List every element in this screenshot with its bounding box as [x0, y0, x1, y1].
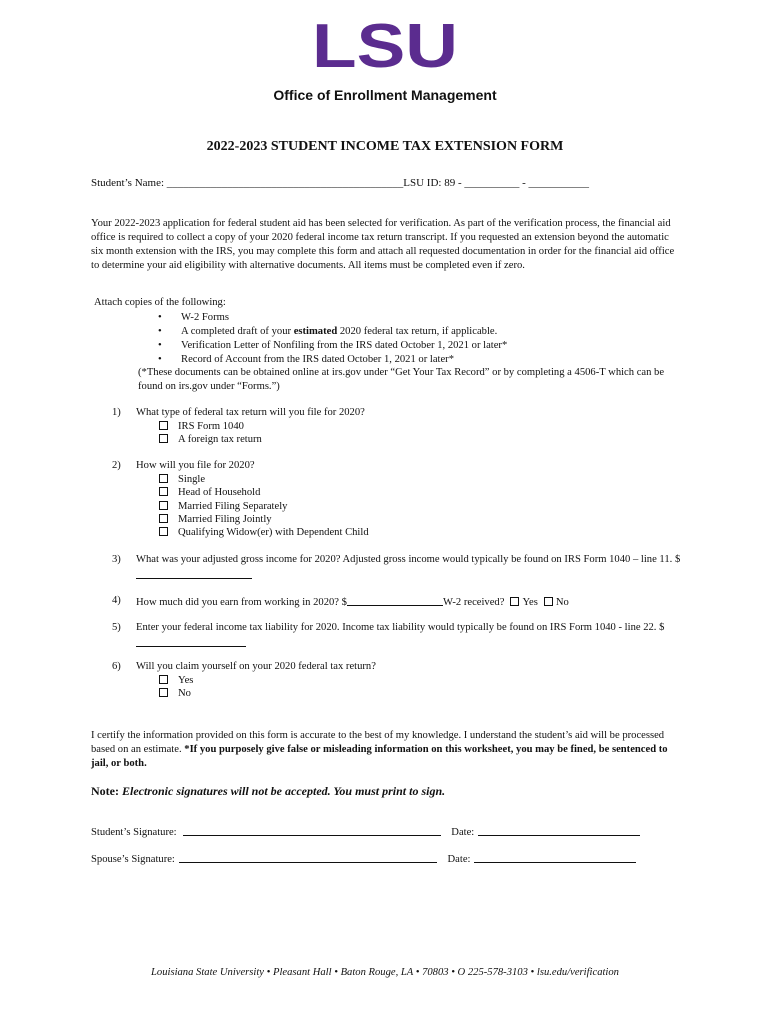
- checkbox[interactable]: [159, 421, 168, 430]
- checkbox[interactable]: [159, 487, 168, 496]
- option-foreign-return[interactable]: A foreign tax return: [159, 433, 682, 446]
- intro-paragraph: Your 2022-2023 application for federal student aid has been selected for verification. As part of the verification process, the financial aid office is required to collect a copy of your 2020 federal income tax return transcript. If you requested an extension beyond the automatic six month extension with the IRS, you may complete this form and attach all requested documentation in order for the financial aid office to determine your aid eligibility with alternative documents. All items must be completed even if zero.: [91, 218, 675, 271]
- student-date-field[interactable]: [478, 824, 640, 836]
- w2-yes-checkbox[interactable]: [510, 597, 519, 606]
- checkbox[interactable]: [159, 501, 168, 510]
- checkbox[interactable]: [159, 514, 168, 523]
- checkbox[interactable]: [159, 675, 168, 684]
- option-qualifying-widow[interactable]: Qualifying Widow(er) with Dependent Child: [159, 526, 682, 539]
- spouse-signature-line: Spouse’s Signature: Date:: [91, 851, 691, 867]
- lsu-id-label: LSU ID: 89 - __________ - ___________: [403, 177, 590, 189]
- question-3: 3) What was your adjusted gross income for 2020? Adjusted gross income would typically be found on IRS Form 1040 – line 11. $: [112, 553, 682, 583]
- checkbox[interactable]: [159, 474, 168, 483]
- student-signature-field[interactable]: [183, 824, 441, 836]
- svg-text:LSU: LSU: [312, 20, 458, 72]
- form-title: 2022-2023 STUDENT INCOME TAX EXTENSION FORM: [206, 139, 564, 154]
- option-irs-form-1040[interactable]: IRS Form 1040: [159, 420, 682, 433]
- option-single[interactable]: Single: [159, 473, 682, 486]
- list-item: • W-2 Forms: [158, 312, 229, 323]
- signature-note: Note: Electronic signatures will not be accepted. You must print to sign.: [91, 784, 446, 798]
- option-head-of-household[interactable]: Head of Household: [159, 486, 682, 499]
- question-6: 6) Will you claim yourself on your 2020 federal tax return? Yes No: [112, 660, 682, 701]
- earnings-input[interactable]: [347, 594, 443, 606]
- lsu-logo-mark: [311, 20, 459, 72]
- spouse-signature-field[interactable]: [179, 851, 437, 863]
- list-item: • Record of Account from the IRS dated October 1, 2021 or later*: [158, 354, 455, 365]
- list-item: • Verification Letter of Nonfiling from the IRS dated October 1, 2021 or later*: [158, 340, 508, 351]
- lsu-logo: [0, 20, 770, 77]
- question-5: 5) Enter your federal income tax liability for 2020. Income tax liability would typically be found on IRS Form 1040 - line 22. $: [112, 621, 682, 651]
- question-1: 1) What type of federal tax return will you file for 2020? IRS Form 1040 A foreign tax return: [112, 406, 682, 447]
- office-name: Office of Enrollment Management: [273, 87, 497, 103]
- tax-liability-input[interactable]: [136, 635, 246, 647]
- footer-address: Louisiana State University • Pleasant Hall • Baton Rouge, LA • 70803 • O 225-578-3103 • lsu.edu/verification: [151, 967, 619, 978]
- list-item: • A completed draft of your estimated 2020 federal tax return, if applicable.: [158, 326, 498, 337]
- attach-heading: Attach copies of the following:: [94, 297, 226, 308]
- student-signature-line: Student’s Signature: Date:: [91, 824, 691, 840]
- option-married-separately[interactable]: Married Filing Separately: [159, 500, 682, 513]
- student-name-label: Student’s Name: ___________________________________________: [91, 177, 404, 189]
- spouse-date-field[interactable]: [474, 851, 636, 863]
- option-married-jointly[interactable]: Married Filing Jointly: [159, 513, 682, 526]
- option-no[interactable]: No: [159, 687, 682, 700]
- agi-input[interactable]: [136, 567, 252, 579]
- checkbox[interactable]: [159, 688, 168, 697]
- attach-list: [130, 311, 690, 367]
- question-4: 4) How much did you earn from working in 2020? $ W-2 received? Yes No: [112, 595, 569, 608]
- documents-note: (*These documents can be obtained online at irs.gov under “Get Your Tax Record” or by completing a 4506-T which can be found on irs.gov under “Forms.”): [138, 367, 665, 392]
- checkbox[interactable]: [159, 434, 168, 443]
- question-2: 2) How will you file for 2020? Single Head of Household Married Filing Separately Married Filing Jointly Qualifying Widow(er) with Dependent Child: [112, 459, 682, 539]
- option-yes[interactable]: Yes: [159, 674, 682, 687]
- student-name-id-line[interactable]: [91, 176, 589, 190]
- checkbox[interactable]: [159, 527, 168, 536]
- certification-statement: I certify the information provided on this form is accurate to the best of my knowledge. I understand the student’s aid will be processed based on an estimate. *If you purposely give false or misleading information on this worksheet, you may be fined, be sentenced to jail, or both.: [91, 730, 668, 769]
- w2-no-checkbox[interactable]: [544, 597, 553, 606]
